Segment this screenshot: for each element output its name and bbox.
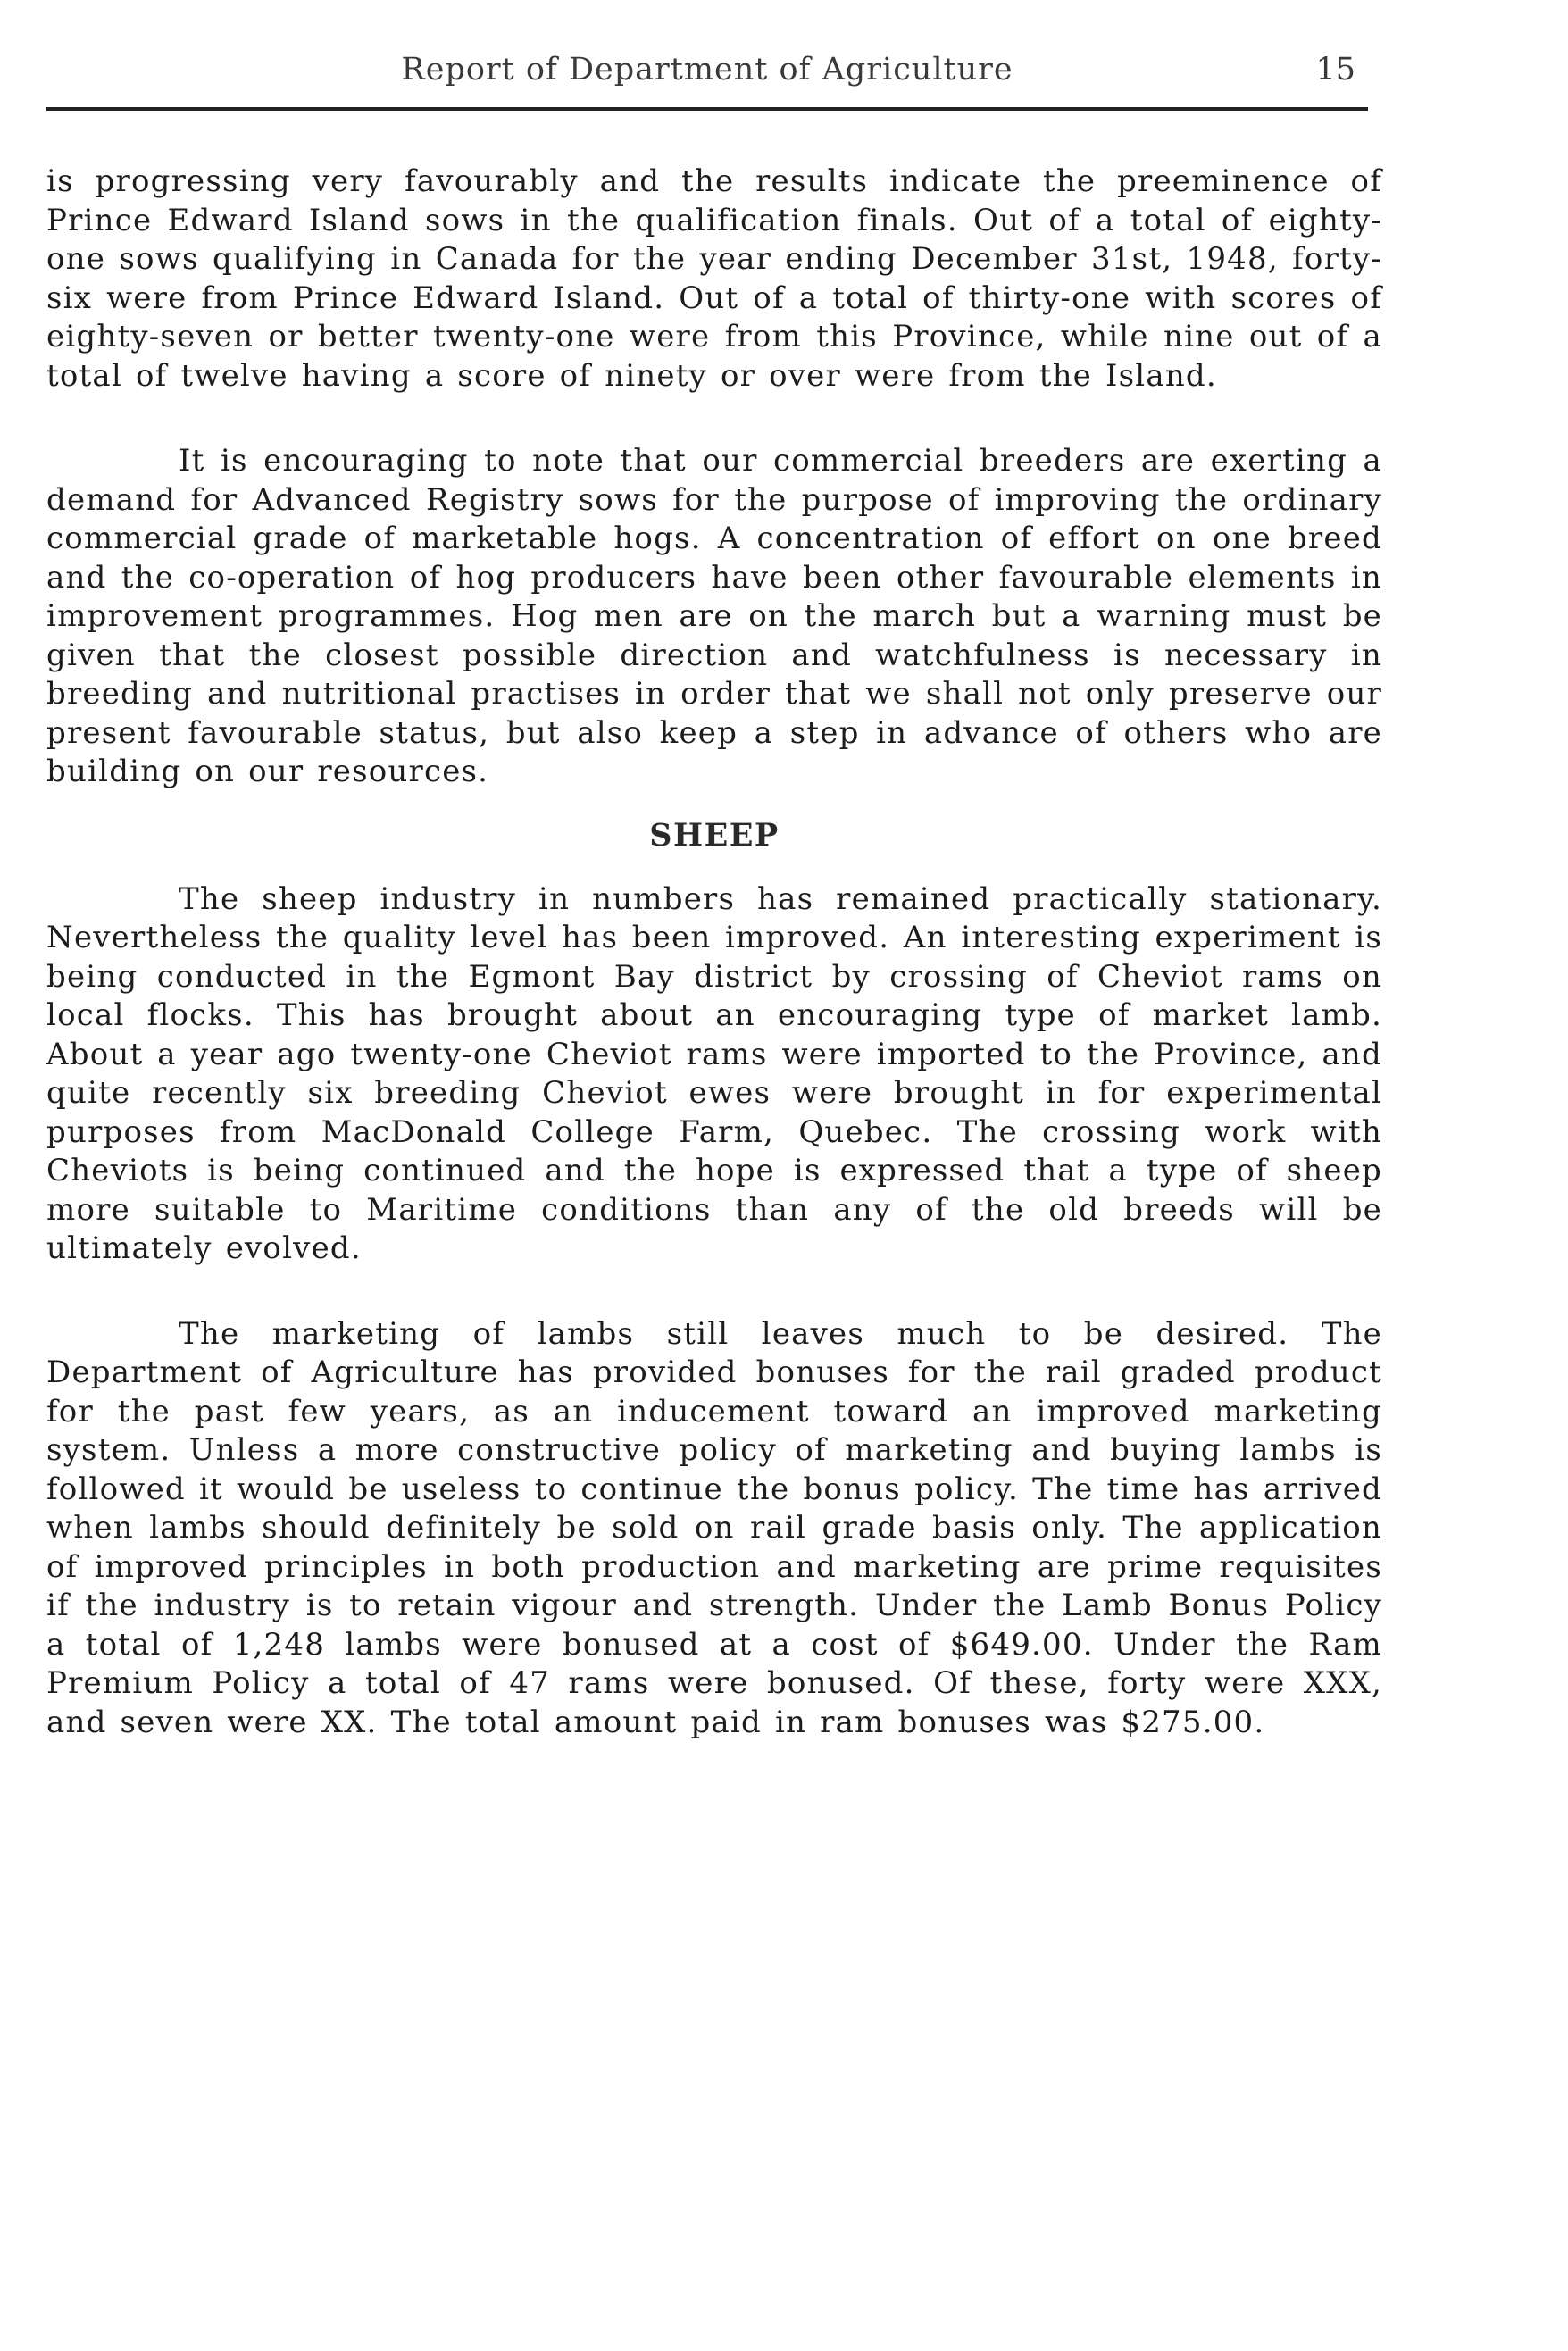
paragraph-sow-qualification: is progressing very favourably and the results indicate the preeminence of Prince Edward Island sows in the qualification finals. Out of a total of eighty-one sows qualifying in Canada for the year ending December 31st, 1948, forty-six were from Prince Edward Island. Out of a total of thirty-one with scores of eighty-seven or better twenty-one were from this Province, while nine out of a total of twelve having a score of ninety or over were from the Island. [46,163,1382,394]
paragraph-sheep-industry: The sheep industry in numbers has remained practically stationary. Nevertheless the quality level has been improved. An interesting experiment is being conducted in the Egmont Bay district by crossing of Cheviot rams on local flocks. This has brought about an encouraging type of market lamb. About a year ago twenty-one Cheviot rams were imported to the Province, and quite recently six breeding Cheviot ewes were brought in for experimental purposes from MacDonald College Farm, Quebec. The crossing work with Cheviots is being continued and the hope is expressed that a type of sheep more suitable to Maritime conditions than any of the old breeds will be ultimately evolved. [46,880,1382,1266]
paragraph-gap [46,396,1382,442]
paragraph-commercial-breeders: It is encouraging to note that our commercial breeders are exerting a demand for Advanced Registry sows for the purpose of improving the ordinary commercial grade of marketable hogs. A concentration of effort on one breed and the co-operation of hog producers have been other favourable elements in improvement programmes. Hog men are on the march but a warning must be given that the closest possible direction and watchfulness is necessary in breeding and nutritional practises in order that we shall not only preserve our present favourable status, but also keep a step in advance of others who are building on our resources. [46,443,1382,789]
header-rule [46,107,1368,111]
page-header [46,52,1368,105]
paragraph-gap [46,1269,1382,1315]
paragraph-lamb-marketing: The marketing of lambs still leaves much to be desired. The Department of Agriculture has provided bonuses for the rail graded product for the past few years, as an inducement toward an improved marketing system. Unless a more constructive policy of marketing and buying lambs is followed it would be useless to continue the bonus policy. The time has arrived when lambs should definitely be sold on rail grade basis only. The application of improved principles in both production and marketing are prime requisites if the industry is to retain vigour and strength. Under the Lamb Bonus Policy a total of 1,248 lambs were bonused at a cost of $649.00. Under the Ram Premium Policy a total of 47 rams were bonused. Of these, forty were XXX, and seven were XX. The total amount paid in ram bonuses was $275.00. [46,1315,1382,1740]
body-text [46,163,1382,1742]
page-number: 15 [1315,52,1355,88]
running-title: Report of Department of Agriculture [401,52,1013,88]
section-heading-sheep: SHEEP [649,816,780,854]
